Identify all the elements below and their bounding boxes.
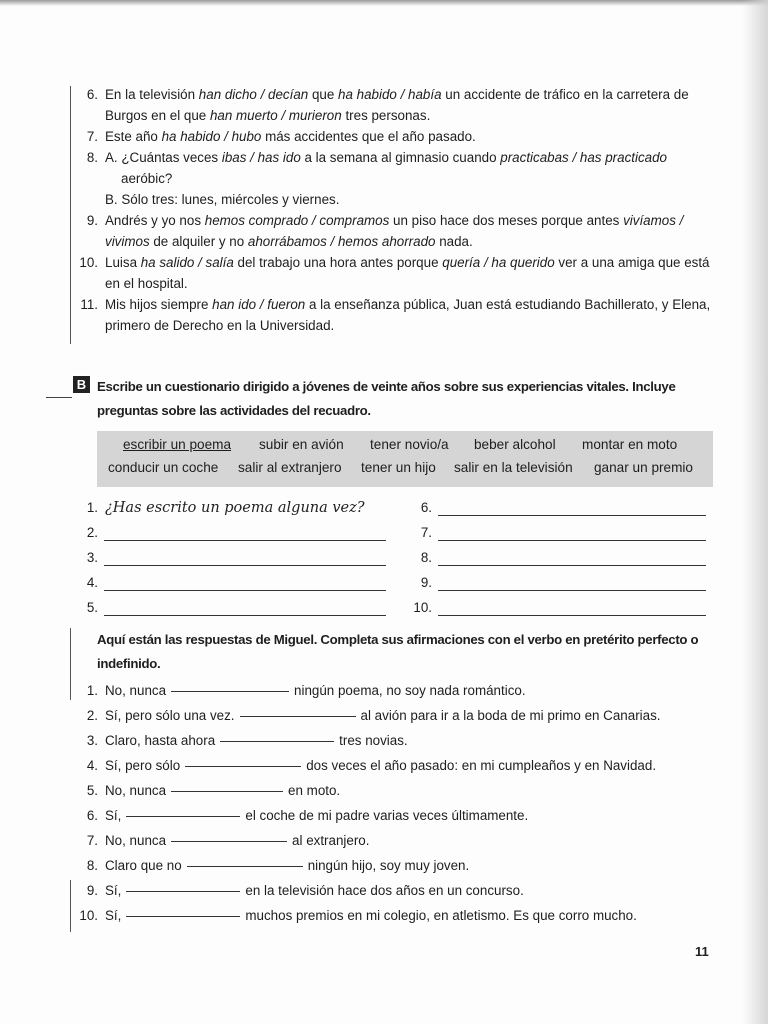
item-number: 7. <box>86 833 98 848</box>
miguel-instruction: Aquí están las respuestas de Miguel. Completa sus afirmaciones con el verbo en pretérito perfecto o indefinido. <box>97 632 699 671</box>
margin-rule-c2 <box>70 880 71 932</box>
text-before-blank: Sí, <box>105 883 122 898</box>
text-before-blank: No, nunca <box>105 833 167 848</box>
text-before-blank: No, nunca <box>105 783 167 798</box>
item-text <box>105 705 661 727</box>
item-number: 6. <box>86 808 98 823</box>
question-row <box>412 597 708 622</box>
fill-in-item <box>78 805 718 830</box>
activity-item: subir en avión <box>259 437 344 452</box>
text-after-blank: dos veces el año pasado: en mi cumpleaños y en Navidad. <box>306 758 657 773</box>
text-before-blank: No, nunca <box>105 683 167 698</box>
fill-in-item <box>78 755 718 780</box>
verb-blank[interactable] <box>171 841 287 842</box>
question-number: 6. <box>420 500 432 515</box>
question-number: 2. <box>86 525 98 540</box>
exercise-item <box>78 252 714 294</box>
text-after-blank: al extranjero. <box>292 833 370 848</box>
item-number: 4. <box>86 758 98 773</box>
page-top-shadow <box>0 0 768 6</box>
fill-in-item <box>78 730 718 755</box>
answer-blank[interactable] <box>438 615 706 616</box>
item-text: B. Sólo tres: lunes, miércoles y viernes. <box>105 192 340 207</box>
exercise-item <box>78 84 714 126</box>
activity-item: beber alcohol <box>474 437 556 452</box>
item-number: 3. <box>86 733 98 748</box>
text-after-blank: ningún poema, no soy nada romántico. <box>294 683 526 698</box>
item-number: 8. <box>86 858 98 873</box>
item-text: En la televisión han dicho / decían que ha habido / había un accidente de tráfico en la carretera de Burgos en el que han muerto / murieron tres personas. <box>105 87 689 123</box>
exercise-item <box>78 210 714 252</box>
item-text <box>105 905 637 927</box>
question-number: 9. <box>420 575 432 590</box>
answer-blank[interactable] <box>438 515 706 516</box>
item-text: Este año ha habido / hubo más accidentes que el año pasado. <box>105 129 476 144</box>
exercise-item <box>78 147 714 189</box>
text-after-blank: ningún hijo, soy muy joven. <box>307 858 470 873</box>
activity-item: montar en moto <box>582 437 678 452</box>
question-number: 4. <box>86 575 98 590</box>
activity-item: conducir un coche <box>108 460 219 475</box>
exercise-item <box>78 126 714 147</box>
fill-in-item <box>78 830 718 855</box>
text-after-blank: en moto. <box>288 783 341 798</box>
question-row <box>78 572 388 597</box>
item-number: 2. <box>86 708 98 723</box>
item-number: 7. <box>86 129 98 144</box>
answer-blank[interactable] <box>104 615 386 616</box>
activity-item: ganar un premio <box>594 460 693 475</box>
text-after-blank: al avión para ir a la boda de mi primo en Canarias. <box>360 708 661 723</box>
verb-blank[interactable] <box>171 791 283 792</box>
question-number: 7. <box>420 525 432 540</box>
item-text <box>105 780 340 802</box>
fill-in-item <box>78 780 718 805</box>
item-text <box>105 730 408 752</box>
question-row <box>412 497 708 522</box>
activities-box <box>97 431 713 487</box>
item-number: 6. <box>86 87 98 102</box>
verb-blank[interactable] <box>171 691 289 692</box>
fill-in-item <box>78 680 718 705</box>
item-text <box>105 680 526 702</box>
text-before-blank: Sí, pero sólo <box>105 758 181 773</box>
questionnaire-right <box>412 497 708 622</box>
item-number: 5. <box>86 783 98 798</box>
text-before-blank: Claro que no <box>105 858 182 873</box>
fill-in-item <box>78 855 718 880</box>
answer-blank[interactable] <box>438 565 706 566</box>
question-number: 3. <box>86 550 98 565</box>
question-row <box>412 547 708 572</box>
item-text <box>105 755 656 777</box>
item-text <box>105 855 469 877</box>
text-before-blank: Sí, <box>105 808 122 823</box>
text-after-blank: tres novias. <box>339 733 408 748</box>
item-number: 10. <box>79 255 98 270</box>
item-number: 9. <box>86 883 98 898</box>
question-row <box>412 522 708 547</box>
verb-blank[interactable] <box>187 866 303 867</box>
verb-blank[interactable] <box>220 741 334 742</box>
item-text <box>105 830 369 852</box>
text-before-blank: Sí, pero sólo una vez. <box>105 708 235 723</box>
question-row <box>78 597 388 622</box>
text-before-blank: Claro, hasta ahora <box>105 733 216 748</box>
item-text: Mis hijos siempre han ido / fueron a la enseñanza pública, Juan está estudiando Bachillerato, y Elena, primero de Derecho en la Universidad. <box>105 297 711 333</box>
exercise-b-tick <box>46 397 72 398</box>
questionnaire-left <box>78 497 388 622</box>
activity-item: escribir un poema <box>123 437 232 452</box>
exercise-b-label: B <box>72 375 91 394</box>
item-text <box>105 805 528 827</box>
question-number: 5. <box>86 600 98 615</box>
miguel-answers-list <box>78 680 718 930</box>
exercise-item <box>78 189 714 210</box>
item-number: 11. <box>80 297 98 312</box>
exercise-item <box>78 294 714 336</box>
question-row <box>78 547 388 572</box>
answer-blank[interactable] <box>104 565 386 566</box>
activity-item: salir en la televisión <box>454 460 573 475</box>
margin-rule-c1 <box>70 628 71 700</box>
item-number: 8. <box>86 150 98 165</box>
item-number: 10. <box>79 908 98 923</box>
exercise-a-list <box>78 84 714 336</box>
question-row <box>412 572 708 597</box>
item-number: 1. <box>86 683 98 698</box>
exercise-b-instruction: Escribe un cuestionario dirigido a jóvenes de veinte años sobre sus experiencias vitales. Incluye preguntas sobre las actividades del recuadro. <box>97 379 676 418</box>
verb-blank[interactable] <box>126 916 240 917</box>
verb-blank[interactable] <box>126 816 240 817</box>
text-after-blank: el coche de mi padre varias veces últimamente. <box>245 808 529 823</box>
text-after-blank: en la televisión hace dos años en un concurso. <box>245 883 524 898</box>
question-number: 10. <box>413 600 432 615</box>
activity-item: salir al extranjero <box>238 460 342 475</box>
item-text: Andrés y yo nos hemos comprado / compramos un piso hace dos meses porque antes vivíamos / vivimos de alquiler y no ahorrábamos / hemos ahorrado nada. <box>105 213 684 249</box>
fill-in-item <box>78 905 718 930</box>
question-row <box>78 497 388 522</box>
margin-rule-a <box>70 86 71 344</box>
question-number: 1. <box>86 500 98 515</box>
page-number: 11 <box>695 944 709 959</box>
fill-in-item <box>78 880 718 905</box>
item-text: A. ¿Cuántas veces ibas / has ido a la semana al gimnasio cuando practicabas / has practicado aeróbic? <box>105 150 667 186</box>
item-text <box>105 880 524 902</box>
verb-blank[interactable] <box>240 716 356 717</box>
fill-in-item <box>78 705 718 730</box>
activity-item: tener un hijo <box>361 460 436 475</box>
answer-blank[interactable] <box>104 540 386 541</box>
verb-blank[interactable] <box>185 766 301 767</box>
page-right-shadow <box>742 0 768 1024</box>
activity-item: tener novio/a <box>370 437 449 452</box>
answer-blank[interactable] <box>438 590 706 591</box>
question-number: 8. <box>420 550 432 565</box>
handwritten-answer: ¿Has escrito un poema alguna vez? <box>105 500 365 516</box>
question-row <box>78 522 388 547</box>
answer-blank[interactable] <box>104 590 386 591</box>
text-after-blank: muchos premios en mi colegio, en atletismo. Es que corro mucho. <box>245 908 637 923</box>
item-text: Luisa ha salido / salía del trabajo una hora antes porque quería / ha querido ver a una amiga que está en el hospital. <box>105 255 710 291</box>
verb-blank[interactable] <box>126 891 240 892</box>
item-number: 9. <box>86 213 98 228</box>
text-before-blank: Sí, <box>105 908 122 923</box>
answer-blank[interactable] <box>438 540 706 541</box>
